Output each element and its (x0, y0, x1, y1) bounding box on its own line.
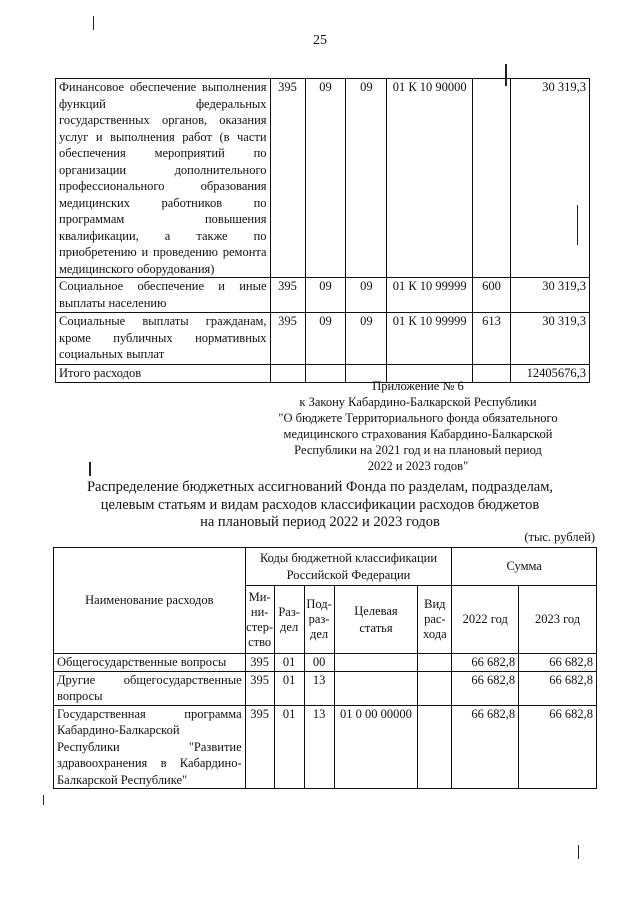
scan-mark (505, 64, 507, 86)
row-2023: 66 682,8 (519, 705, 597, 789)
row-2022: 66 682,8 (452, 654, 519, 672)
row-subsection: 09 (346, 79, 387, 278)
row-type (418, 705, 452, 789)
row-target: 01 К 10 99999 (387, 313, 473, 365)
scan-mark (93, 16, 94, 30)
table-row (56, 313, 590, 365)
row-target (334, 654, 418, 672)
row-2022: 66 682,8 (452, 671, 519, 705)
row-target: 01 К 10 99999 (387, 278, 473, 313)
row-subsection: 09 (346, 313, 387, 365)
document-title (40, 479, 600, 532)
row-ministry: 395 (245, 705, 274, 789)
header-section: Раз-дел (274, 586, 304, 654)
appendix-line: Республики на 2021 год и на плановый период (294, 443, 542, 457)
row-sum: 30 319,3 (511, 79, 590, 278)
row-type (418, 654, 452, 672)
header-2023: 2023 год (519, 586, 597, 654)
row-section: 09 (305, 79, 346, 278)
scan-mark (577, 205, 578, 245)
appendix-line: к Закону Кабардино-Балкарской Республики (299, 395, 537, 409)
row-name: Социальные выплаты гражданам, кроме публичных нормативных социальных выплат (56, 313, 271, 365)
title-line: Распределение бюджетных ассигнований Фонда по разделам, подразделам, (86, 479, 554, 495)
row-2022: 66 682,8 (452, 705, 519, 789)
header-sum: Сумма (452, 548, 597, 586)
total-label: Итого расходов (56, 365, 271, 383)
scan-mark (89, 462, 91, 476)
row-sum: 30 319,3 (511, 313, 590, 365)
row-name: Другие общегосударственные вопросы (54, 671, 246, 705)
row-2023: 66 682,8 (519, 671, 597, 705)
row-name: Социальное обеспечение и иные выплаты населению (56, 278, 271, 313)
expenses-table-continued (55, 78, 590, 383)
appendix-header (253, 378, 583, 474)
units-label: (тыс. рублей) (524, 530, 595, 544)
header-type: Вид рас-хода (418, 586, 452, 654)
appendix-line: Приложение № 6 (372, 379, 464, 393)
row-section: 09 (305, 313, 346, 365)
row-sum: 30 319,3 (511, 278, 590, 313)
header-row (54, 548, 597, 586)
row-subsection: 00 (304, 654, 334, 672)
row-2023: 66 682,8 (519, 654, 597, 672)
page-number: 25 (313, 33, 327, 48)
table-row (56, 79, 590, 278)
header-2022: 2022 год (452, 586, 519, 654)
row-target: 01 К 10 90000 (387, 79, 473, 278)
title-line: на плановый период 2022 и 2023 годов (200, 514, 440, 530)
total-value: 12405676,3 (511, 365, 590, 383)
row-ministry: 395 (270, 313, 305, 365)
appendix-line: "О бюджете Территориального фонда обязательного (278, 411, 558, 425)
table-row (54, 671, 597, 705)
row-section: 01 (274, 654, 304, 672)
row-type: 613 (473, 313, 511, 365)
row-name: Финансовое обеспечение выполнения функций федеральных государственных органов, оказания услуг и выполнения работ (в части обеспечения мероприятий по организации дополнительного профессионального образования медицинских работников по программам повышения квалификации, а также по приобретению и проведению ремонта медицинского оборудования) (56, 79, 271, 278)
header-target: Целевая статья (334, 586, 418, 654)
row-ministry: 395 (245, 654, 274, 672)
scan-mark (578, 845, 579, 859)
row-name: Общегосударственные вопросы (54, 654, 246, 672)
row-ministry: 395 (245, 671, 274, 705)
scan-mark (43, 795, 44, 805)
header-name: Наименование расходов (54, 548, 246, 654)
appendix-line: 2022 и 2023 годов" (367, 459, 469, 473)
row-section: 01 (274, 671, 304, 705)
row-type (418, 671, 452, 705)
table-row (56, 278, 590, 313)
row-ministry: 395 (270, 79, 305, 278)
title-line: целевым статьям и видам расходов классификации расходов бюджетов (100, 496, 540, 513)
budget-allocation-table (53, 547, 597, 789)
table-row (54, 705, 597, 789)
row-ministry: 395 (270, 278, 305, 313)
header-ministry: Ми-ни-стер-ство (245, 586, 274, 654)
row-subsection: 09 (346, 278, 387, 313)
header-codes: Коды бюджетной классификации Российской Федерации (245, 548, 452, 586)
row-subsection: 13 (304, 671, 334, 705)
row-subsection: 13 (304, 705, 334, 789)
row-target: 01 0 00 00000 (334, 705, 418, 789)
table-row (54, 654, 597, 672)
row-section: 09 (305, 278, 346, 313)
row-type (473, 79, 511, 278)
row-name: Государственная программа Кабардино-Балкарской Республики "Развитие здравоохранения в Кабардино-Балкарской Республике" (54, 705, 246, 789)
header-subsection: Под-раз-дел (304, 586, 334, 654)
row-target (334, 671, 418, 705)
appendix-line: медицинского страхования Кабардино-Балкарской (283, 427, 553, 441)
row-type: 600 (473, 278, 511, 313)
row-section: 01 (274, 705, 304, 789)
